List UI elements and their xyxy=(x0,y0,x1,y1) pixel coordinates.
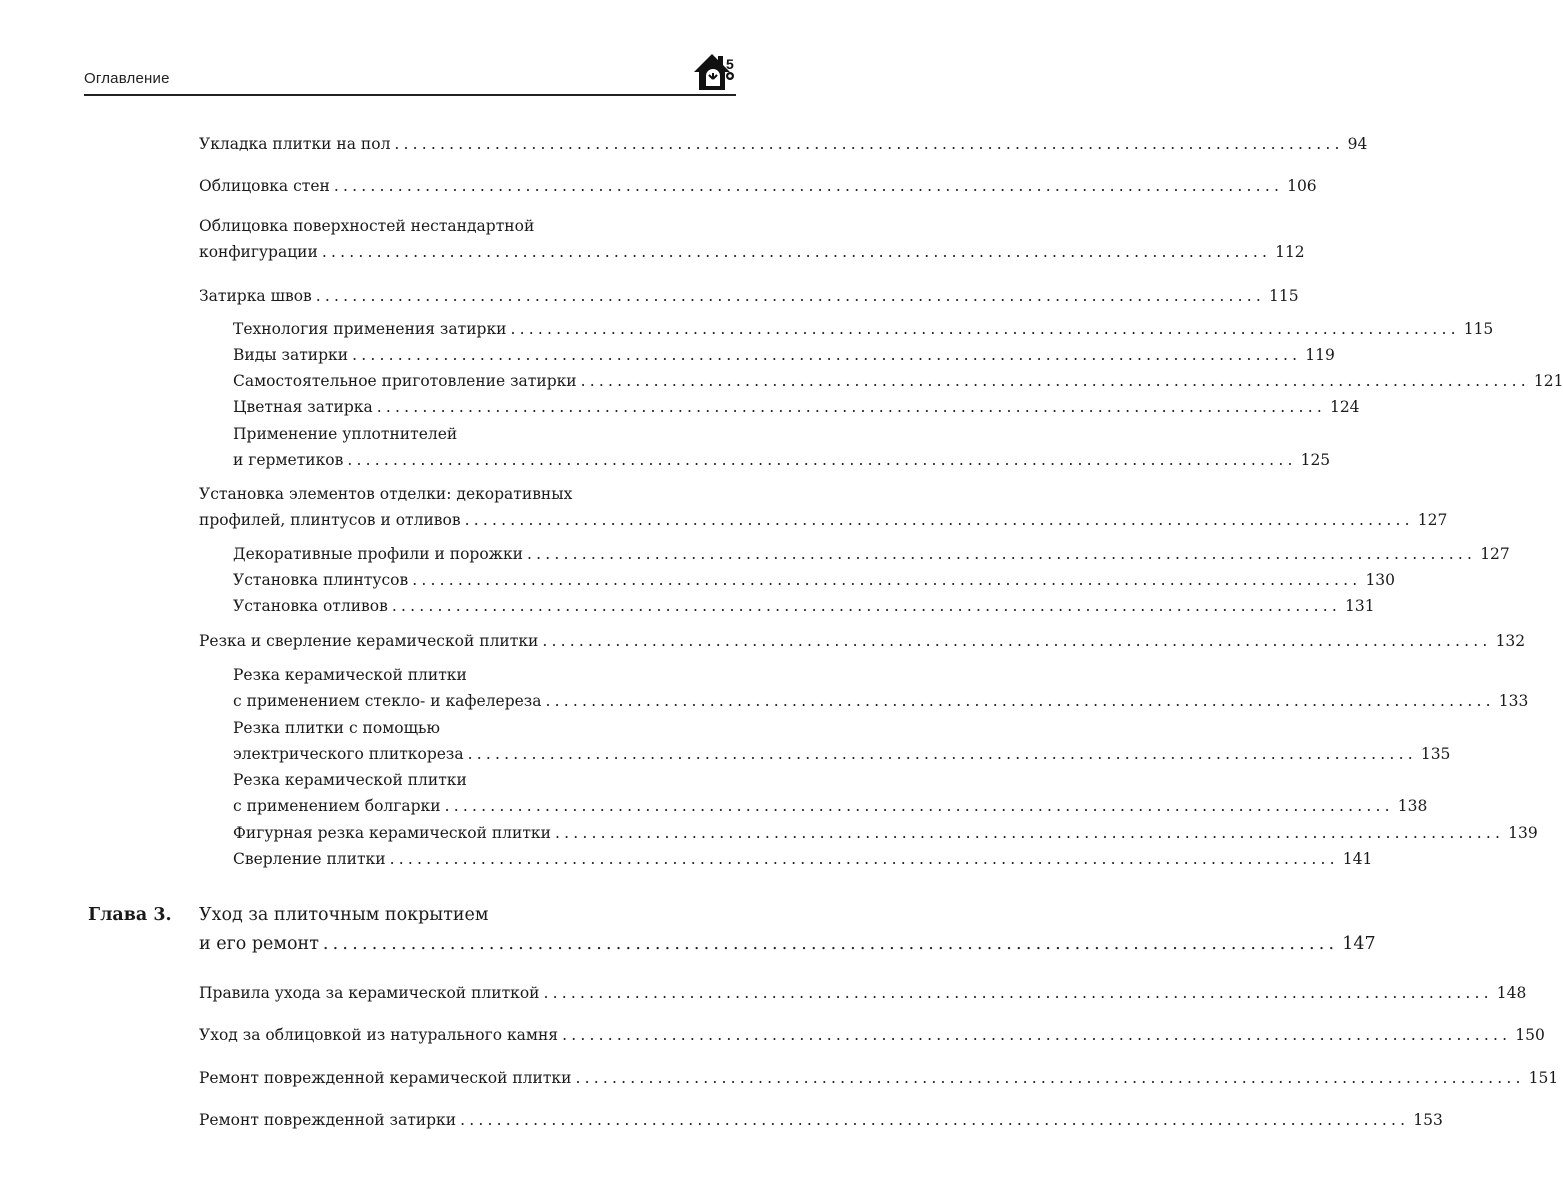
dot-leader: ........................................................................................................ xyxy=(389,850,1339,868)
toc-entry-title: Виды затирки xyxy=(233,346,349,364)
toc-entry-title-line1: Применение уплотнителей xyxy=(233,425,458,443)
toc-subentry xyxy=(233,662,1529,714)
toc-subentry xyxy=(233,846,1373,872)
chapter-title: и его ремонт xyxy=(199,934,319,954)
dot-leader: ........................................................................................................ xyxy=(562,1026,1512,1044)
dot-leader: ........................................................................................................ xyxy=(545,692,1495,710)
toc-entry-page: 115 xyxy=(1463,320,1494,338)
toc-entry xyxy=(199,481,1448,533)
chapter-entry xyxy=(199,901,1376,959)
toc-entry-title: Сверление плитки xyxy=(233,850,386,868)
toc-subentry xyxy=(233,421,1331,473)
dot-leader: ........................................................................................................ xyxy=(460,1111,1410,1129)
toc-entry-page: 148 xyxy=(1496,984,1527,1002)
toc-entry xyxy=(199,1022,1545,1048)
toc-subentry xyxy=(233,767,1428,819)
toc-entry-title: с применением болгарки xyxy=(233,797,441,815)
toc-subentry xyxy=(233,342,1335,368)
toc-entry-page: 119 xyxy=(1305,346,1335,364)
toc-entry-page: 153 xyxy=(1413,1111,1443,1129)
toc-entry-title: электрического плиткореза xyxy=(233,745,464,763)
toc-entry-title: Технология применения затирки xyxy=(233,320,507,338)
dot-leader: ........................................................................................................ xyxy=(444,797,1394,815)
toc-entry-page: 94 xyxy=(1347,135,1368,153)
toc-entry-page: 133 xyxy=(1498,692,1529,710)
toc-entry-page: 125 xyxy=(1300,451,1331,469)
toc-entry-title: Ремонт поврежденной керамической плитки xyxy=(199,1069,572,1087)
toc-entry-page: 121 xyxy=(1533,372,1563,390)
dot-leader: ........................................................................................................ xyxy=(412,571,1362,589)
toc-entry-title-line1: Облицовка поверхностей нестандартной xyxy=(199,217,535,235)
header-title: Оглавление xyxy=(84,70,170,87)
toc-entry xyxy=(199,213,1305,265)
toc-entry xyxy=(199,131,1368,157)
toc-entry-title-line1: Установка элементов отделки: декоративных xyxy=(199,485,573,503)
chapter-title-line1: Уход за плиточным покрытием xyxy=(199,905,489,925)
dot-leader: ........................................................................................................ xyxy=(554,824,1505,842)
toc-entry-title: Правила ухода за керамической плиткой xyxy=(199,984,540,1002)
toc-entry xyxy=(199,283,1299,309)
toc-subentry xyxy=(233,820,1538,846)
toc-entry xyxy=(199,173,1317,199)
toc-entry-title-line1: Резка плитки с помощью xyxy=(233,719,440,737)
dot-leader: ........................................................................................................ xyxy=(333,177,1284,195)
toc-entry-page: 127 xyxy=(1417,511,1448,529)
toc-subentry xyxy=(233,593,1375,619)
dot-leader: ........................................................................................................ xyxy=(543,984,1493,1002)
toc-entry-title: Самостоятельное приготовление затирки xyxy=(233,372,577,390)
toc-entry-title: профилей, плинтусов и отливов xyxy=(199,511,461,529)
toc-subentry xyxy=(233,715,1451,767)
dot-leader: ........................................................................................................ xyxy=(526,545,1477,563)
dot-leader: ........................................................................................................ xyxy=(347,451,1297,469)
toc-entry-title: Установка плинтусов xyxy=(233,571,409,589)
toc-entry-title: и герметиков xyxy=(233,451,344,469)
toc-entry-page: 106 xyxy=(1287,177,1317,195)
dot-leader: ........................................................................................................ xyxy=(467,745,1417,763)
dot-leader: ........................................................................................................ xyxy=(322,934,1339,954)
dot-leader: ........................................................................................................ xyxy=(394,135,1344,153)
toc-subentry xyxy=(233,394,1360,420)
dot-leader: ........................................................................................................ xyxy=(464,511,1414,529)
dot-leader: ........................................................................................................ xyxy=(376,398,1326,416)
toc-subentry xyxy=(233,368,1563,394)
toc-entry-title: Резка и сверление керамической плитки xyxy=(199,632,539,650)
toc-entry-page: 115 xyxy=(1269,287,1299,305)
toc-entry-page: 141 xyxy=(1342,850,1373,868)
toc-entry-title: Затирка швов xyxy=(199,287,312,305)
toc-entry-title: Уход за облицовкой из натурального камня xyxy=(199,1026,559,1044)
dot-leader: ........................................................................................................ xyxy=(575,1069,1525,1087)
toc-entry-page: 135 xyxy=(1420,745,1451,763)
toc-subentry xyxy=(233,541,1510,567)
toc-entry-title-line1: Резка керамической плитки xyxy=(233,771,467,789)
toc-entry-title: Установка отливов xyxy=(233,597,388,615)
dot-leader: ........................................................................................................ xyxy=(391,597,1342,615)
toc-entry-page: 112 xyxy=(1275,243,1305,261)
toc-entry xyxy=(199,628,1526,654)
toc-entry-title: с применением стекло- и кафелереза xyxy=(233,692,542,710)
toc-entry-title: Ремонт поврежденной затирки xyxy=(199,1111,457,1129)
toc-entry-page: 132 xyxy=(1495,632,1526,650)
toc-entry-page: 150 xyxy=(1515,1026,1545,1044)
chapter-label: Глава 3. xyxy=(88,905,172,925)
toc-entry-title: Укладка плитки на пол xyxy=(199,135,391,153)
toc-entry-title: конфигурации xyxy=(199,243,318,261)
toc-entry-page: 127 xyxy=(1480,545,1510,563)
toc-entry-title: Фигурная резка керамической плитки xyxy=(233,824,551,842)
toc-entry-page: 124 xyxy=(1329,398,1360,416)
dot-leader: ........................................................................................................ xyxy=(321,243,1272,261)
toc-entry xyxy=(199,1065,1559,1091)
page-number: 5 xyxy=(726,56,734,72)
chapter-page: 147 xyxy=(1342,934,1376,954)
toc-entry xyxy=(199,1107,1443,1133)
toc-entry-page: 151 xyxy=(1528,1069,1559,1087)
dot-leader: ........................................................................................................ xyxy=(510,320,1460,338)
dot-leader: ........................................................................................................ xyxy=(315,287,1265,305)
toc-entry-title-line1: Резка керамической плитки xyxy=(233,666,467,684)
toc-entry-page: 131 xyxy=(1345,597,1375,615)
toc-entry-title: Облицовка стен xyxy=(199,177,330,195)
toc-entry-page: 139 xyxy=(1508,824,1538,842)
toc-entry xyxy=(199,980,1527,1006)
toc-subentry xyxy=(233,316,1494,342)
toc-entry-title: Цветная затирка xyxy=(233,398,373,416)
toc-entry-page: 138 xyxy=(1397,797,1428,815)
dot-leader: ........................................................................................................ xyxy=(352,346,1302,364)
toc-entry-title: Декоративные профили и порожки xyxy=(233,545,523,563)
dot-leader: ........................................................................................................ xyxy=(542,632,1492,650)
dot-leader: ........................................................................................................ xyxy=(580,372,1530,390)
toc-entry-page: 130 xyxy=(1365,571,1396,589)
toc-subentry xyxy=(233,567,1396,593)
